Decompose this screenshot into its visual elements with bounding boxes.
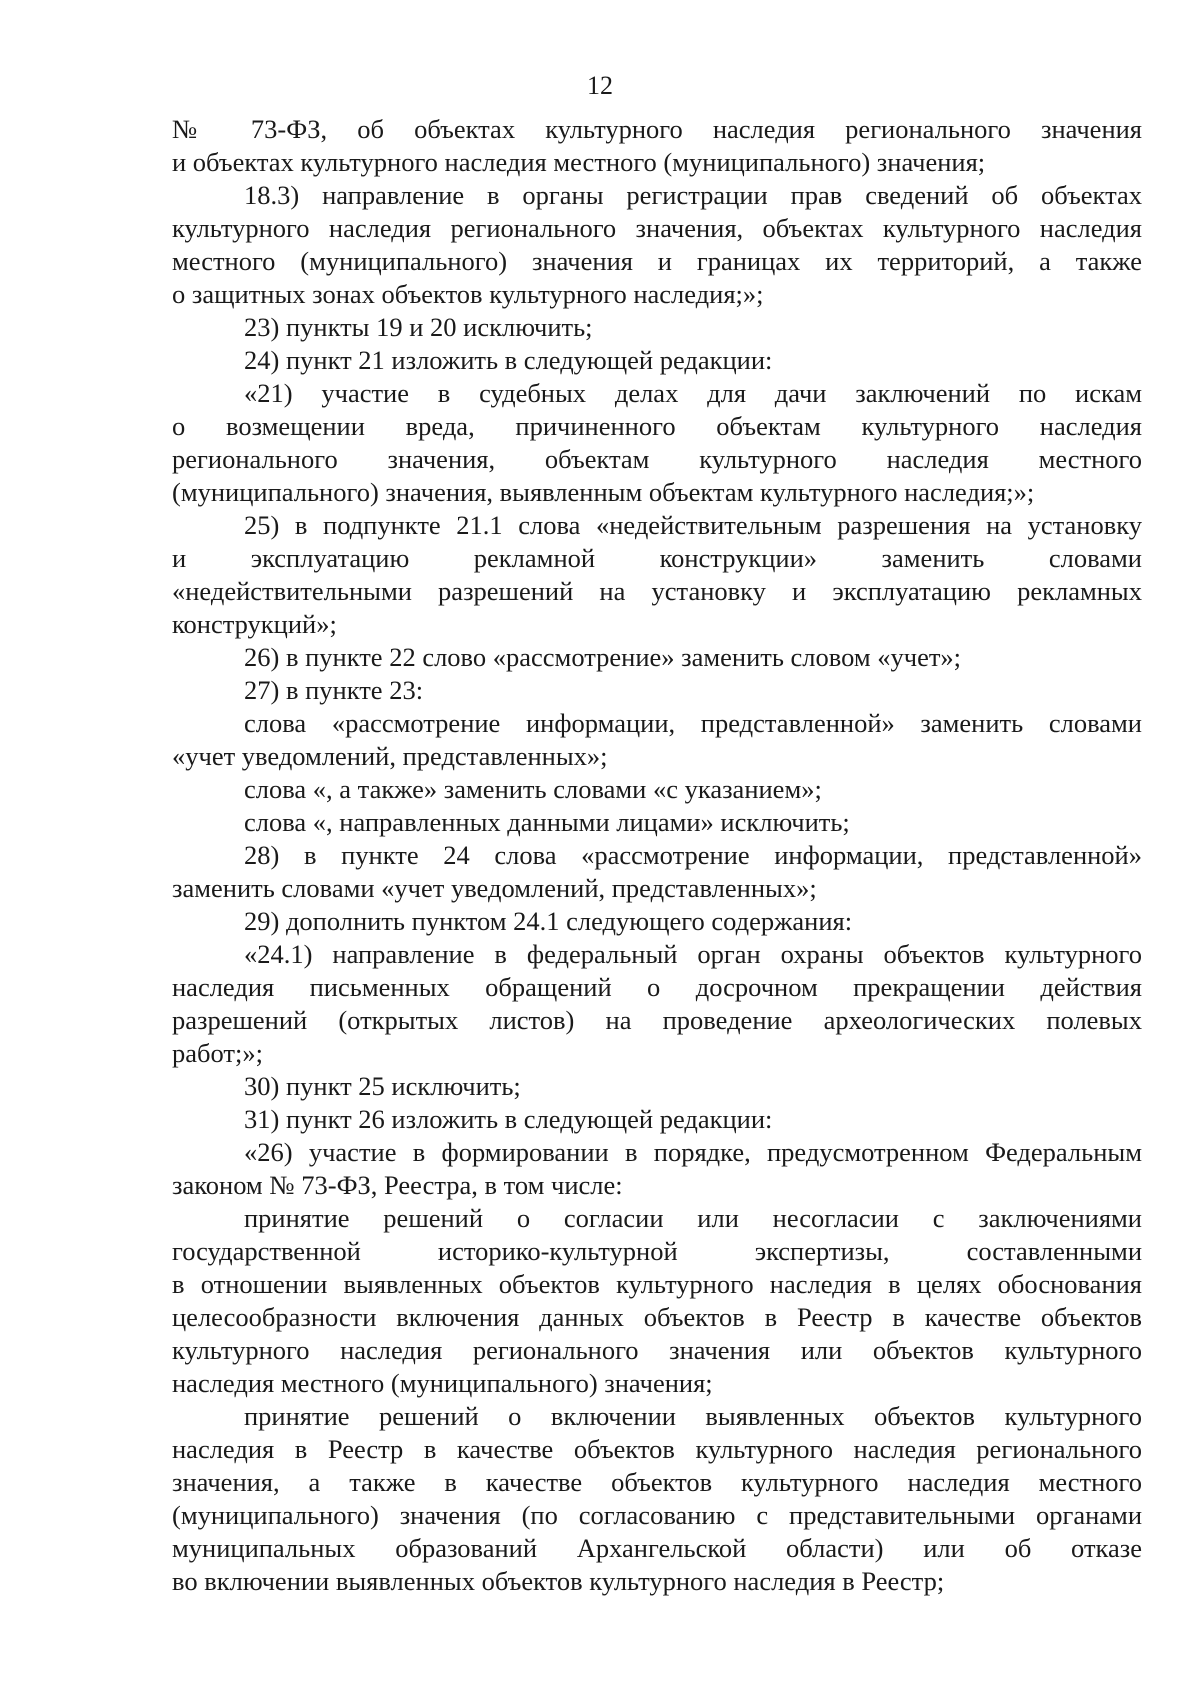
document-body [172, 113, 1142, 1598]
text-line: 30) пункт 25 исключить; [244, 1071, 521, 1101]
text-line: принятие решений о согласии или несогласии с заключениями [244, 1203, 1142, 1233]
text-line: разрешений (открытых листов) на проведение археологических полевых [172, 1005, 1142, 1035]
text-line: (муниципального) значения (по согласованию с представительными органами [172, 1500, 1142, 1530]
text-line: наследия в Реестр в качестве объектов культурного наследия регионального [172, 1434, 1142, 1464]
text-line: слова «рассмотрение информации, представленной» заменить словами [244, 708, 1142, 738]
text-line: конструкций»; [172, 609, 337, 639]
text-line: слова «, направленных данными лицами» исключить; [244, 807, 850, 837]
text-line: культурного наследия регионального значения, объектах культурного наследия [172, 213, 1142, 243]
text-line: и объектах культурного наследия местного (муниципального) значения; [172, 147, 986, 177]
text-line: наследия письменных обращений о досрочном прекращении действия [172, 972, 1142, 1002]
text-line: «недействительными разрешений на установку и эксплуатацию рекламных [172, 576, 1142, 606]
text-line: заменить словами «учет уведомлений, представленных»; [172, 873, 817, 903]
text-line: 18.3) направление в органы регистрации прав сведений об объектах [244, 180, 1142, 210]
text-line: наследия местного (муниципального) значения; [172, 1368, 713, 1398]
text-line: регионального значения, объектам культурного наследия местного [172, 444, 1142, 474]
text-line: значения, а также в качестве объектов культурного наследия местного [172, 1467, 1142, 1497]
text-line: государственной историко-культурной экспертизы, составленными [172, 1236, 1142, 1266]
text-line: (муниципального) значения, выявленным объектам культурного наследия;»; [172, 477, 1035, 507]
text-line: 23) пункты 19 и 20 исключить; [244, 312, 593, 342]
text-line: слова «, а также» заменить словами «с указанием»; [244, 774, 822, 804]
text-line: муниципальных образований Архангельской области) или об отказе [172, 1533, 1142, 1563]
text-line: 24) пункт 21 изложить в следующей редакции: [244, 345, 773, 375]
text-line: 26) в пункте 22 слово «рассмотрение» заменить словом «учет»; [244, 642, 962, 672]
page-number: 12 [587, 71, 613, 100]
text-line: «26) участие в формировании в порядке, предусмотренном Федеральным [244, 1137, 1142, 1167]
text-line: целесообразности включения данных объектов в Реестр в качестве объектов [172, 1302, 1142, 1332]
text-line: в отношении выявленных объектов культурного наследия в целях обоснования [172, 1269, 1142, 1299]
text-line: во включении выявленных объектов культурного наследия в Реестр; [172, 1566, 945, 1596]
text-line: «24.1) направление в федеральный орган охраны объектов культурного [244, 939, 1142, 969]
text-line: 27) в пункте 23: [244, 675, 424, 705]
text-line: 28) в пункте 24 слова «рассмотрение информации, представленной» [244, 840, 1142, 870]
text-line: местного (муниципального) значения и границах их территорий, а также [172, 246, 1142, 276]
text-line: законом № 73-ФЗ, Реестра, в том числе: [172, 1170, 623, 1200]
text-line: о возмещении вреда, причиненного объектам культурного наследия [172, 411, 1142, 441]
text-line: работ;»; [172, 1038, 263, 1068]
text-line: № 73-ФЗ, об объектах культурного наследия регионального значения [172, 114, 1142, 144]
text-line: культурного наследия регионального значения или объектов культурного [172, 1335, 1142, 1365]
text-line: 29) дополнить пунктом 24.1 следующего содержания: [244, 906, 853, 936]
text-line: «учет уведомлений, представленных»; [172, 741, 608, 771]
text-line: 25) в подпункте 21.1 слова «недействительным разрешения на установку [244, 510, 1142, 540]
text-line: о защитных зонах объектов культурного наследия;»; [172, 279, 764, 309]
text-line: принятие решений о включении выявленных объектов культурного [244, 1401, 1142, 1431]
text-line: 31) пункт 26 изложить в следующей редакции: [244, 1104, 773, 1134]
text-line: и эксплуатацию рекламной конструкции» заменить словами [172, 543, 1142, 573]
text-line: «21) участие в судебных делах для дачи заключений по искам [244, 378, 1142, 408]
